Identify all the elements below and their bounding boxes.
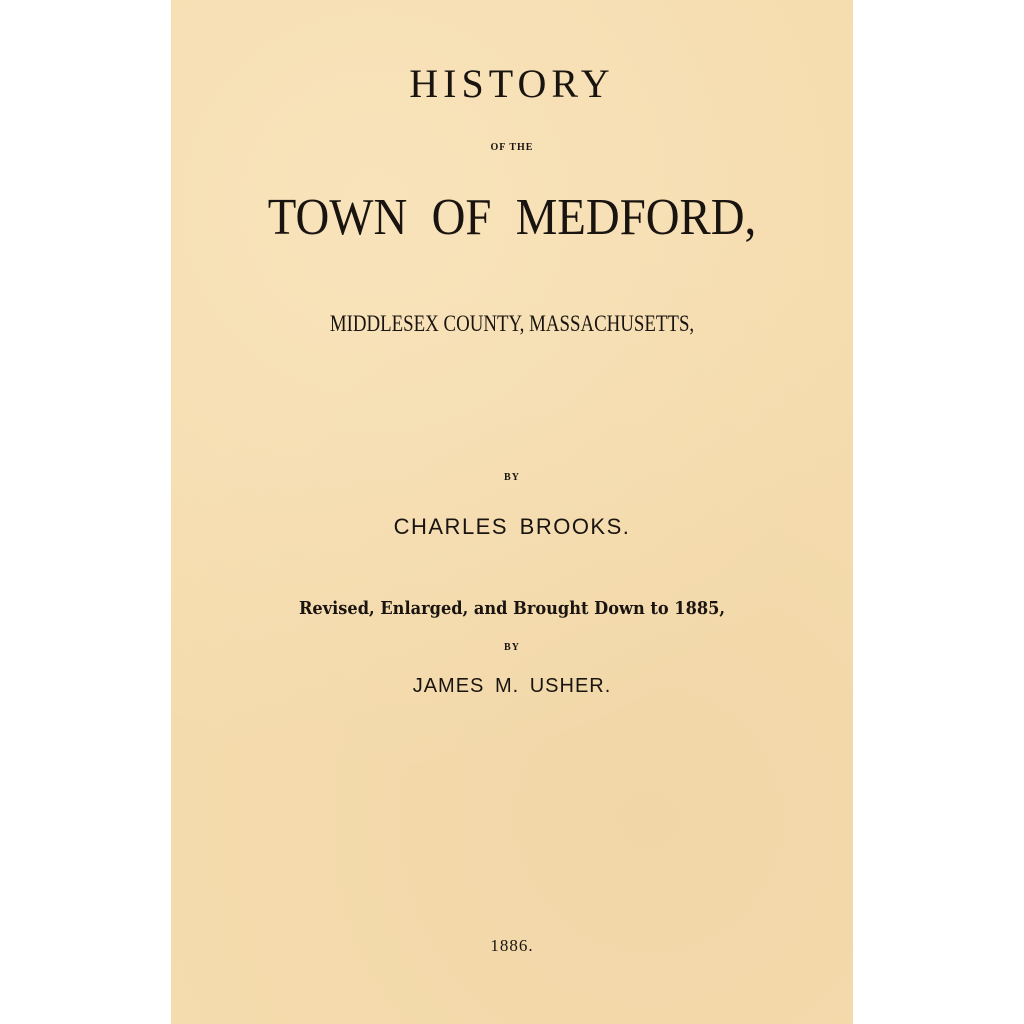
revision-note: Revised, Enlarged, and Brought Down to 1885,	[298, 598, 726, 619]
book-title-page	[171, 0, 853, 1024]
book-title: HISTORY	[409, 61, 615, 106]
reviser-name: JAMES M. USHER.	[412, 675, 612, 697]
location-text: MIDDLESEX COUNTY, MASSACHUSETTS,	[329, 311, 695, 336]
by-text-2: BY	[504, 642, 520, 653]
publication-year: 1886.	[490, 936, 534, 955]
author-name: CHARLES BROOKS.	[393, 514, 631, 539]
by-text: BY	[504, 472, 520, 483]
subject-heading: TOWN OF MEDFORD,	[267, 189, 757, 246]
of-the-text: OF THE	[490, 142, 534, 153]
